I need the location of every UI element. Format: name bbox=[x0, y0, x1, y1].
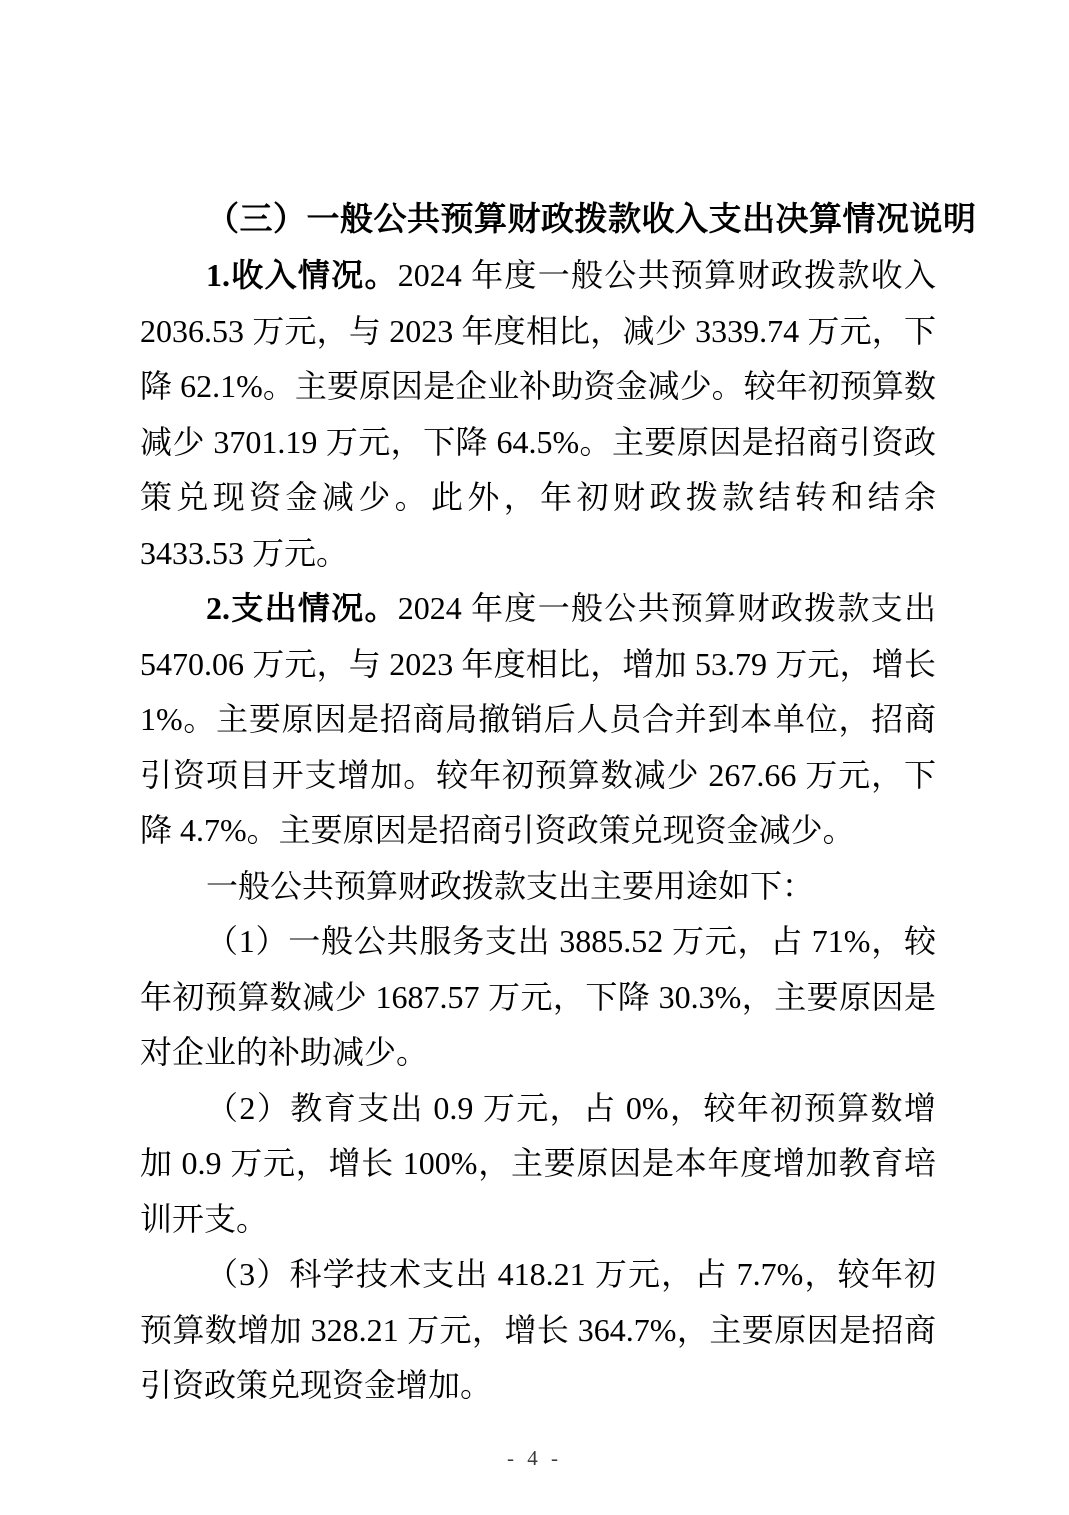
paragraph-income-lead: 1.收入情况。 bbox=[206, 257, 398, 293]
paragraph-item-3 bbox=[140, 1247, 936, 1414]
section-heading: （三）一般公共预算财政拨款收入支出决算情况说明 bbox=[206, 202, 977, 238]
paragraph-item-2 bbox=[140, 1081, 936, 1248]
paragraph-income bbox=[140, 248, 936, 581]
document-body bbox=[140, 192, 977, 1414]
paragraph-usage-intro bbox=[140, 859, 936, 915]
page-number: - 4 - bbox=[507, 1446, 562, 1470]
paragraph-item-1 bbox=[140, 914, 936, 1081]
paragraph-expenditure-text: 2024 年度一般公共预算财政拨款支出 5470.06 万元，与 2023 年度相比，增加 53.79 万元，增长 1%。主要原因是招商局撤销后人员合并到本单位，招商引资项目开支增加。较年初预算数减少 267.66 万元，下降 4.7%。主要原因是招商引资政策兑现资金减少。 bbox=[140, 590, 936, 848]
paragraph-income-text: 2024 年度一般公共预算财政拨款收入 2036.53 万元，与 2023 年度相比，减少 3339.74 万元，下降 62.1%。主要原因是企业补助资金减少。较年初预算数减少 3701.19 万元，下降 64.5%。主要原因是招商引资政策兑现资金减少。此外，年初财政拨款结转和结余 3433.53 万元。 bbox=[140, 257, 936, 571]
paragraph-usage-intro-text: 一般公共预算财政拨款支出主要用途如下： bbox=[206, 867, 815, 904]
paragraph-item-1-text: （1）一般公共服务支出 3885.52 万元，占 71%，较年初预算数减少 1687.57 万元，下降 30.3%，主要原因是对企业的补助减少。 bbox=[140, 923, 936, 1070]
paragraph-item-3-text: （3）科学技术支出 418.21 万元，占 7.7%，较年初预算数增加 328.21 万元，增长 364.7%，主要原因是招商引资政策兑现资金增加。 bbox=[140, 1256, 936, 1403]
paragraph-expenditure bbox=[140, 581, 936, 859]
paragraph-item-2-text: （2）教育支出 0.9 万元，占 0%，较年初预算数增加 0.9 万元，增长 100%，主要原因是本年度增加教育培训开支。 bbox=[140, 1089, 936, 1237]
paragraph-expenditure-lead: 2.支出情况。 bbox=[206, 590, 398, 626]
